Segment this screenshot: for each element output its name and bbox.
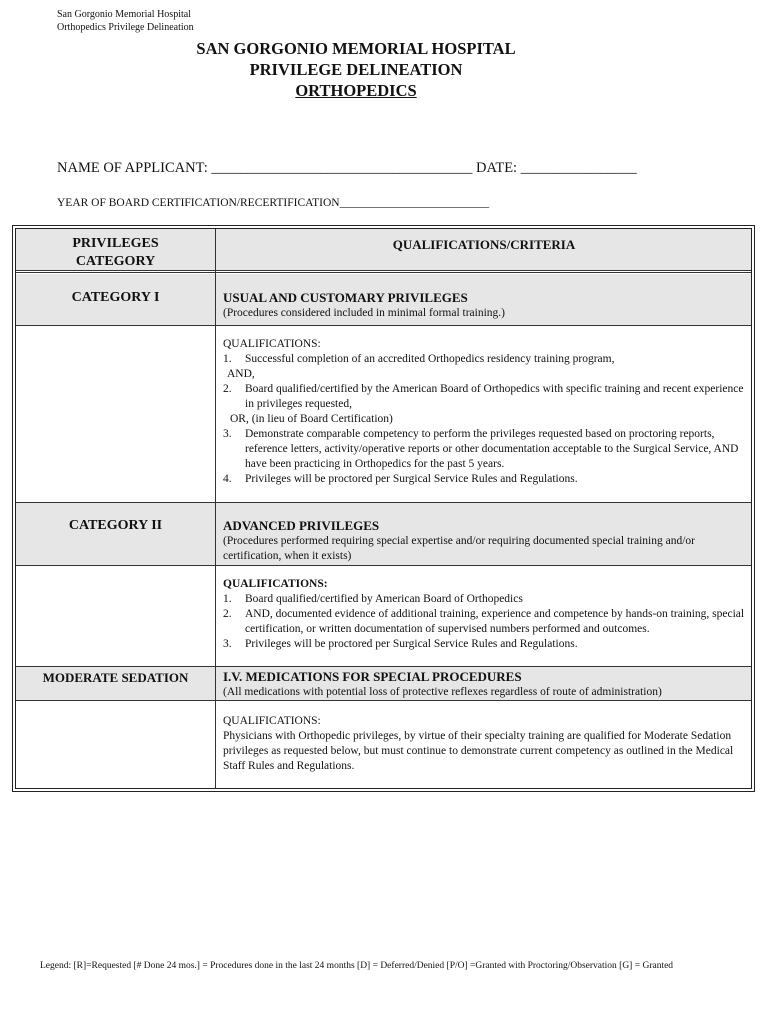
list-item-text: AND, documented evidence of additional training, experience and competence by hands-on training, special certification, or written documentation of supervised numbers performed and outcomes. xyxy=(245,608,745,635)
qualifications-label: QUALIFICATIONS: xyxy=(223,338,321,350)
list-item-number: 2. xyxy=(223,608,232,620)
date-label: DATE: xyxy=(472,160,521,176)
applicant-name-field[interactable]: ____________________________________ xyxy=(211,160,473,176)
column-header-category-line2: CATEGORY xyxy=(75,254,156,269)
row-divider xyxy=(16,325,751,326)
list-item-number: 4. xyxy=(223,473,232,485)
board-certification-row xyxy=(57,197,489,209)
qualifications-list xyxy=(223,352,745,487)
running-header-document: Orthopedics Privilege Delineation xyxy=(57,22,194,33)
moderate-sedation-header xyxy=(223,668,745,700)
category-ii-header xyxy=(223,517,745,564)
title-specialty: ORTHOPEDICS xyxy=(295,81,417,100)
legend: Legend: [R]=Requested [# Done 24 mos.] = Procedures done in the last 24 months [D] = Deferred/Denied [P/O] =Granted with Proctoring/Observation [G] = Granted xyxy=(40,961,674,971)
running-header-hospital: San Gorgonio Memorial Hospital xyxy=(57,9,191,20)
page-title xyxy=(0,38,712,101)
row-divider xyxy=(16,565,751,566)
running-header xyxy=(57,8,194,34)
list-item-text: Privileges will be proctored per Surgical Service Rules and Regulations. xyxy=(245,473,578,485)
column-header-category-line1: PRIVILEGES xyxy=(72,236,159,251)
list-item-text: Demonstrate comparable competency to perform the privileges requested based on proctoring reports, reference letters, activity/operative reports or other documentation acceptable to the Surgical Service, AND have been practicing in Orthopedics for the past 5 years. xyxy=(245,428,739,470)
list-connector xyxy=(223,412,745,427)
date-field[interactable]: ________________ xyxy=(520,160,637,176)
list-item xyxy=(223,607,745,637)
list-item-text: Board qualified/certified by the American Board of Orthopedics with specific training and recent experience in privileges requested, xyxy=(245,383,744,410)
list-item xyxy=(223,472,745,487)
list-item-number: 2. xyxy=(223,383,232,395)
row-divider xyxy=(16,666,751,667)
qualifications-label: QUALIFICATIONS: xyxy=(223,578,328,590)
category-i-qualifications xyxy=(223,337,745,487)
category-ii-heading: ADVANCED PRIVILEGES xyxy=(223,518,380,533)
list-connector xyxy=(223,367,745,382)
connector-or: OR, (in lieu of Board Certification) xyxy=(230,413,393,425)
list-item xyxy=(223,427,745,472)
title-hospital: SAN GORGONIO MEMORIAL HOSPITAL xyxy=(196,39,516,58)
list-item-text: Board qualified/certified by American Board of Orthopedics xyxy=(245,593,523,605)
board-certification-field[interactable]: __________________________ xyxy=(339,197,490,209)
column-header-category xyxy=(16,235,215,271)
moderate-sedation-heading: I.V. MEDICATIONS FOR SPECIAL PROCEDURES xyxy=(223,669,522,684)
moderate-sedation-subheading: (All medications with potential loss of protective reflexes regardless of route of administration) xyxy=(223,686,662,698)
row-divider xyxy=(16,502,751,503)
list-item xyxy=(223,382,745,412)
list-item xyxy=(223,352,745,367)
category-ii-subheading: (Procedures performed requiring special expertise and/or requiring documented special training and/or certification, when it exists) xyxy=(223,535,695,562)
list-item xyxy=(223,592,745,607)
list-item-text: Successful completion of an accredited Orthopedics residency training program, xyxy=(245,353,615,365)
category-ii-qualifications xyxy=(223,577,745,652)
list-item-text: Privileges will be proctored per Surgical Service Rules and Regulations. xyxy=(245,638,578,650)
list-item-number: 3. xyxy=(223,638,232,650)
column-header-qualifications: QUALIFICATIONS/CRITERIA xyxy=(392,237,576,252)
privileges-table xyxy=(15,228,752,789)
connector-and: AND, xyxy=(227,368,255,380)
row-divider xyxy=(16,700,751,701)
category-i-header xyxy=(223,289,745,321)
qualifications-list xyxy=(223,592,745,652)
moderate-sedation-label: MODERATE SEDATION xyxy=(42,670,189,685)
title-delineation: PRIVILEGE DELINEATION xyxy=(249,60,463,79)
category-i-subheading: (Procedures considered included in minimal formal training.) xyxy=(223,307,505,319)
list-item xyxy=(223,637,745,652)
category-ii-label: CATEGORY II xyxy=(68,518,163,533)
column-divider xyxy=(215,229,216,788)
list-item-number: 3. xyxy=(223,428,232,440)
applicant-row xyxy=(57,160,637,177)
moderate-sedation-text: Physicians with Orthopedic privileges, by virtue of their specialty training are qualified for Moderate Sedation privileges as requested below, but must continue to demonstrate current competency as outlined in the Medical Staff Rules and Regulations. xyxy=(223,730,734,772)
board-certification-label: YEAR OF BOARD CERTIFICATION/RECERTIFICATION xyxy=(57,197,340,209)
category-i-label: CATEGORY I xyxy=(71,290,160,305)
applicant-name-label: NAME OF APPLICANT: xyxy=(57,160,212,176)
qualifications-label: QUALIFICATIONS: xyxy=(223,715,321,727)
list-item-number: 1. xyxy=(223,353,232,365)
category-i-heading: USUAL AND CUSTOMARY PRIVILEGES xyxy=(223,290,468,305)
moderate-sedation-qualifications xyxy=(223,714,745,774)
list-item-number: 1. xyxy=(223,593,232,605)
